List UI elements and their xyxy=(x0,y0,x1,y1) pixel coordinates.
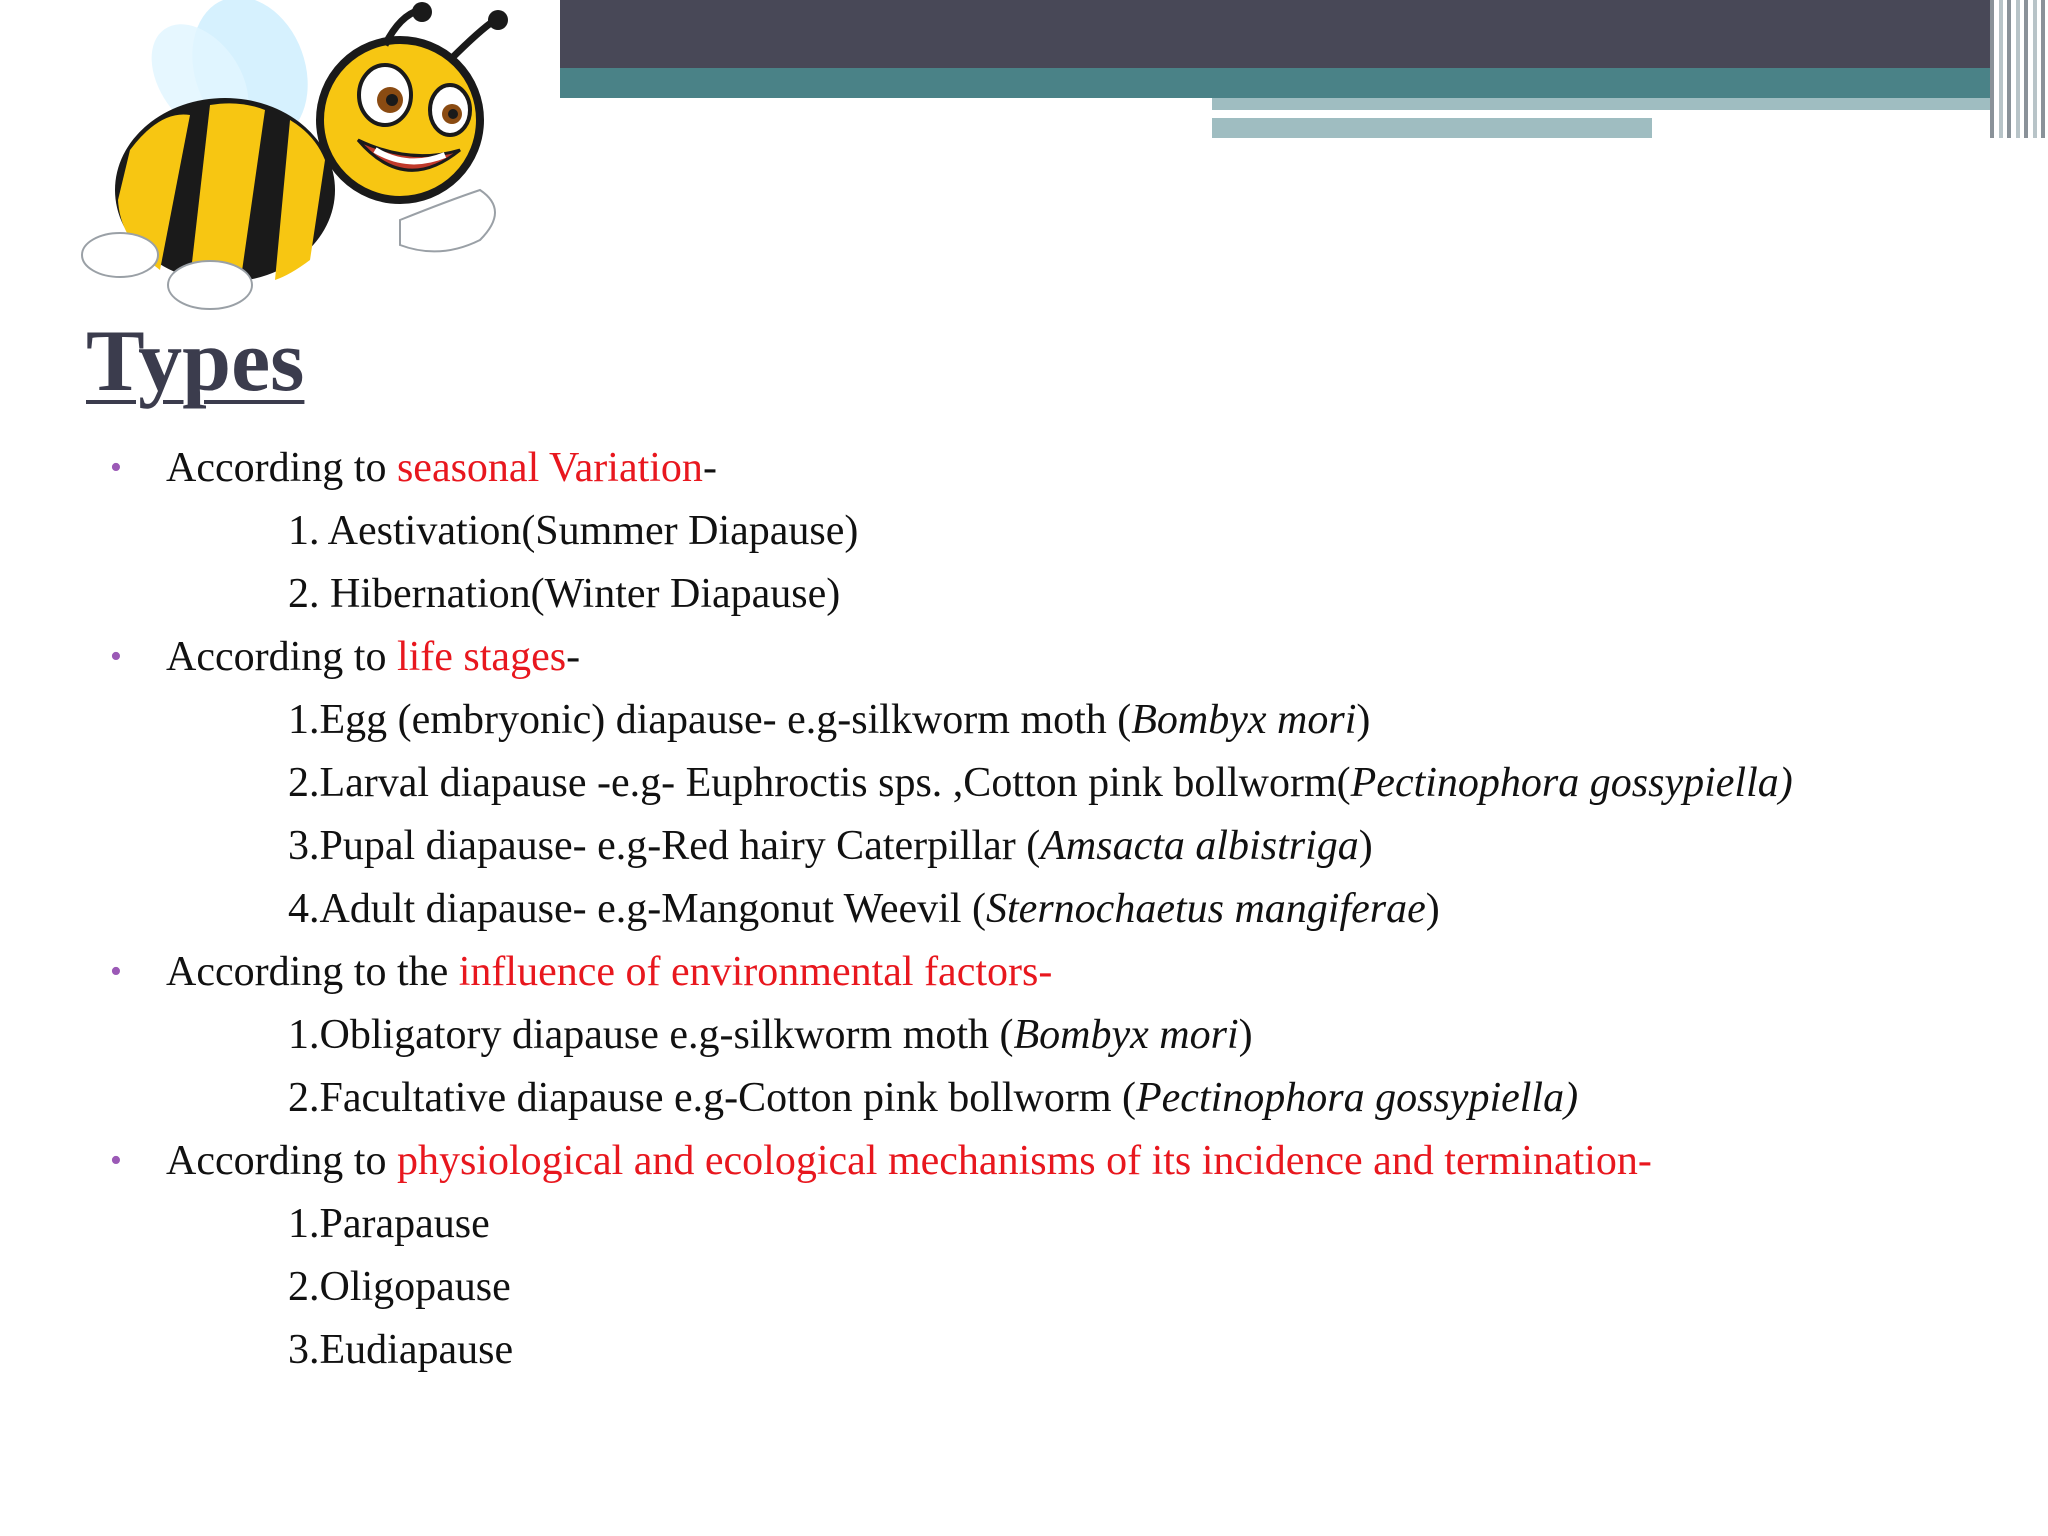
species-name: Sternochaetus mangiferae xyxy=(986,886,1426,932)
item-text: 2.Larval diapause -e.g- Euphroctis sps. ,Cotton pink bollworm( xyxy=(288,760,1351,806)
section-prefix: According to xyxy=(166,445,397,491)
list-item xyxy=(288,757,1793,809)
header-bar-dark xyxy=(560,0,1990,68)
list-item xyxy=(288,883,1440,935)
section-prefix: According to the xyxy=(166,949,459,995)
header-stripes xyxy=(1990,0,2048,138)
species-name: Pectinophora gossypiella) xyxy=(1136,1075,1579,1121)
item-tail: ) xyxy=(1425,886,1440,932)
section-prefix: According to xyxy=(166,1138,397,1184)
species-name: Pectinophora gossypiella) xyxy=(1350,760,1793,806)
section-suffix: - xyxy=(702,445,717,491)
item-tail: ) xyxy=(1238,1012,1253,1058)
bee-illustration xyxy=(40,0,530,325)
item-text: 4.Adult diapause- e.g-Mangonut Weevil ( xyxy=(288,886,987,932)
section-physiological-mechanisms xyxy=(166,1135,1652,1187)
list-item xyxy=(288,694,1370,746)
item-text: 2.Facultative diapause e.g-Cotton pink bollworm ( xyxy=(288,1075,1136,1121)
section-suffix: - xyxy=(566,634,581,680)
item-tail: ) xyxy=(1356,697,1371,743)
item-text: 2.Oligopause xyxy=(288,1264,511,1310)
list-item xyxy=(288,1261,511,1313)
item-text: 1.Obligatory diapause e.g-silkworm moth ( xyxy=(288,1012,1014,1058)
item-text: 1.Egg (embryonic) diapause- e.g-silkworm moth ( xyxy=(288,697,1132,743)
header-bar-divider xyxy=(1212,110,1898,116)
header-bar-light-short xyxy=(1212,118,1652,138)
section-highlight: seasonal Variation xyxy=(396,445,703,491)
list-item xyxy=(288,1072,1578,1124)
slide-title: Types xyxy=(86,313,305,410)
section-highlight: physiological and ecological mechanisms of its incidence and termination- xyxy=(396,1138,1652,1184)
section-highlight: influence of environmental factors- xyxy=(458,949,1053,995)
section-prefix: According to xyxy=(166,634,397,680)
item-text: 1.Parapause xyxy=(288,1201,490,1247)
list-item xyxy=(288,1009,1253,1061)
section-environmental-factors xyxy=(166,946,1052,998)
list-item xyxy=(288,820,1373,872)
item-text: 3.Pupal diapause- e.g-Red hairy Caterpillar ( xyxy=(288,823,1041,869)
item-text: 1. Aestivation(Summer Diapause) xyxy=(288,508,859,554)
species-name: Bombyx mori xyxy=(1131,697,1357,743)
header-bar-teal xyxy=(560,68,1990,98)
section-life-stages xyxy=(166,631,580,683)
item-text: 3.Eudiapause xyxy=(288,1327,514,1373)
list-item xyxy=(288,505,858,557)
section-highlight: life stages xyxy=(396,634,567,680)
section-seasonal-variation xyxy=(166,442,717,494)
species-name: Amsacta albistriga xyxy=(1040,823,1359,869)
list-item xyxy=(288,1198,490,1250)
header-bar-light xyxy=(1212,98,1990,110)
item-tail: ) xyxy=(1358,823,1373,869)
item-text: 2. Hibernation(Winter Diapause) xyxy=(288,571,841,617)
species-name: Bombyx mori xyxy=(1013,1012,1239,1058)
list-item xyxy=(288,1324,513,1376)
list-item xyxy=(288,568,840,620)
